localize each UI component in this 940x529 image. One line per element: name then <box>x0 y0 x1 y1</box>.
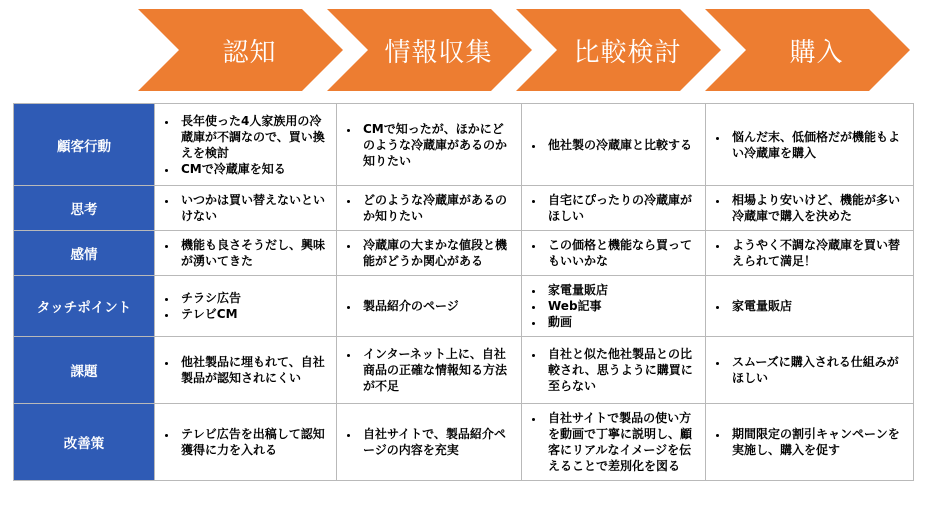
bullet-item: • テレビ広告を出稿して認知獲得に力を入れる <box>177 426 328 458</box>
bullet-item: • 動画 <box>544 314 697 330</box>
journey-cell <box>155 337 337 404</box>
stage-arrow-comparison <box>516 9 721 91</box>
bullet-list <box>522 131 705 159</box>
row-header: 課題 <box>14 337 155 404</box>
bullet-list <box>706 420 913 464</box>
journey-cell <box>337 337 522 404</box>
bullet-list <box>337 186 521 230</box>
journey-cell <box>522 404 706 481</box>
bullet-list <box>706 292 913 320</box>
bullet-item: • インターネット上に、自社商品の正確な情報知る方法が不足 <box>359 346 513 394</box>
journey-cell <box>522 104 706 186</box>
journey-cell <box>706 276 914 337</box>
bullet-list <box>337 115 521 175</box>
row-header: 感情 <box>14 231 155 276</box>
journey-cell <box>337 104 522 186</box>
journey-cell <box>706 404 914 481</box>
customer-journey-table <box>13 103 914 481</box>
bullet-item: • 製品紹介のページ <box>359 298 513 314</box>
row-header: タッチポイント <box>14 276 155 337</box>
journey-row <box>14 276 914 337</box>
bullet-item: • 他社製品に埋もれて、自社製品が認知されにくい <box>177 354 328 386</box>
bullet-list <box>155 231 336 275</box>
bullet-item: • 機能も良さそうだし、興味が湧いてきた <box>177 237 328 269</box>
bullet-item: • 自社サイトで、製品紹介ページの内容を充実 <box>359 426 513 458</box>
stage-label: 購入 <box>789 37 844 68</box>
journey-cell <box>706 231 914 276</box>
journey-cell <box>337 404 522 481</box>
stage-label: 情報収集 <box>384 37 493 68</box>
journey-cell <box>522 231 706 276</box>
bullet-item: • チラシ広告 <box>177 290 328 306</box>
stage-arrow-purchase <box>705 9 910 91</box>
bullet-item: • この価格と機能なら買ってもいいかな <box>544 237 697 269</box>
bullet-item: • ようやく不調な冷蔵庫を買い替えられて満足！ <box>728 237 905 269</box>
bullet-list <box>155 348 336 392</box>
stage-label: 比較検討 <box>573 37 682 68</box>
bullet-list <box>522 340 705 400</box>
bullet-list <box>337 340 521 400</box>
bullet-list <box>337 420 521 464</box>
journey-cell <box>337 186 522 231</box>
bullet-list <box>155 420 336 464</box>
row-header: 顧客行動 <box>14 104 155 186</box>
bullet-list <box>522 404 705 480</box>
journey-row <box>14 104 914 186</box>
journey-cell <box>706 186 914 231</box>
stage-label: 認知 <box>222 37 277 68</box>
bullet-list <box>155 107 336 183</box>
journey-cell <box>155 276 337 337</box>
bullet-item: • 他社製の冷蔵庫と比較する <box>544 137 697 153</box>
stage-arrow-information-gathering <box>327 9 532 91</box>
row-header: 思考 <box>14 186 155 231</box>
journey-table-body <box>14 104 914 481</box>
bullet-item: • 自社と似た他社製品との比較され、思うように購買に至らない <box>544 346 697 394</box>
journey-cell <box>155 186 337 231</box>
bullet-list <box>337 292 521 320</box>
bullet-item: • スムーズに購入される仕組みがほしい <box>728 354 905 386</box>
bullet-list <box>155 284 336 328</box>
bullet-item: • いつかは買い替えないといけない <box>177 192 328 224</box>
bullet-item: • 悩んだ末、低価格だが機能もよい冷蔵庫を購入 <box>728 129 905 161</box>
bullet-list <box>706 123 913 167</box>
journey-row <box>14 404 914 481</box>
bullet-item: • 家電量販店 <box>544 282 697 298</box>
bullet-item: • 自宅にぴったりの冷蔵庫がほしい <box>544 192 697 224</box>
stage-arrow-awareness <box>138 9 343 91</box>
journey-cell <box>155 231 337 276</box>
bullet-list <box>337 231 521 275</box>
journey-cell <box>522 337 706 404</box>
journey-cell <box>522 276 706 337</box>
bullet-item: • 自社サイトで製品の使い方を動画で丁寧に説明し、顧客にリアルなイメージを伝えることで差別化を図る <box>544 410 697 474</box>
bullet-list <box>706 186 913 230</box>
journey-cell <box>155 404 337 481</box>
bullet-item: • 冷蔵庫の大まかな値段と機能がどうか関心がある <box>359 237 513 269</box>
journey-cell <box>337 231 522 276</box>
journey-row <box>14 186 914 231</box>
journey-row <box>14 231 914 276</box>
journey-cell <box>706 337 914 404</box>
bullet-list <box>522 186 705 230</box>
bullet-list <box>706 231 913 275</box>
bullet-list <box>155 186 336 230</box>
bullet-item: • どのような冷蔵庫があるのか知りたい <box>359 192 513 224</box>
bullet-item: • CMで冷蔵庫を知る <box>177 161 328 177</box>
bullet-item: • テレビCM <box>177 306 328 322</box>
journey-cell <box>522 186 706 231</box>
journey-cell <box>706 104 914 186</box>
stage-arrows <box>0 0 940 100</box>
bullet-list <box>706 348 913 392</box>
bullet-item: • CMで知ったが、ほかにどのような冷蔵庫があるのか知りたい <box>359 121 513 169</box>
journey-cell <box>155 104 337 186</box>
journey-cell <box>337 276 522 337</box>
bullet-list <box>522 231 705 275</box>
bullet-list <box>522 276 705 336</box>
bullet-item: • 家電量販店 <box>728 298 905 314</box>
bullet-item: • 相場より安いけど、機能が多い冷蔵庫で購入を決めた <box>728 192 905 224</box>
row-header: 改善策 <box>14 404 155 481</box>
bullet-item: • Web記事 <box>544 298 697 314</box>
bullet-item: • 長年使った4人家族用の冷蔵庫が不調なので、買い換えを検討 <box>177 113 328 161</box>
bullet-item: • 期間限定の割引キャンペーンを実施し、購入を促す <box>728 426 905 458</box>
journey-row <box>14 337 914 404</box>
